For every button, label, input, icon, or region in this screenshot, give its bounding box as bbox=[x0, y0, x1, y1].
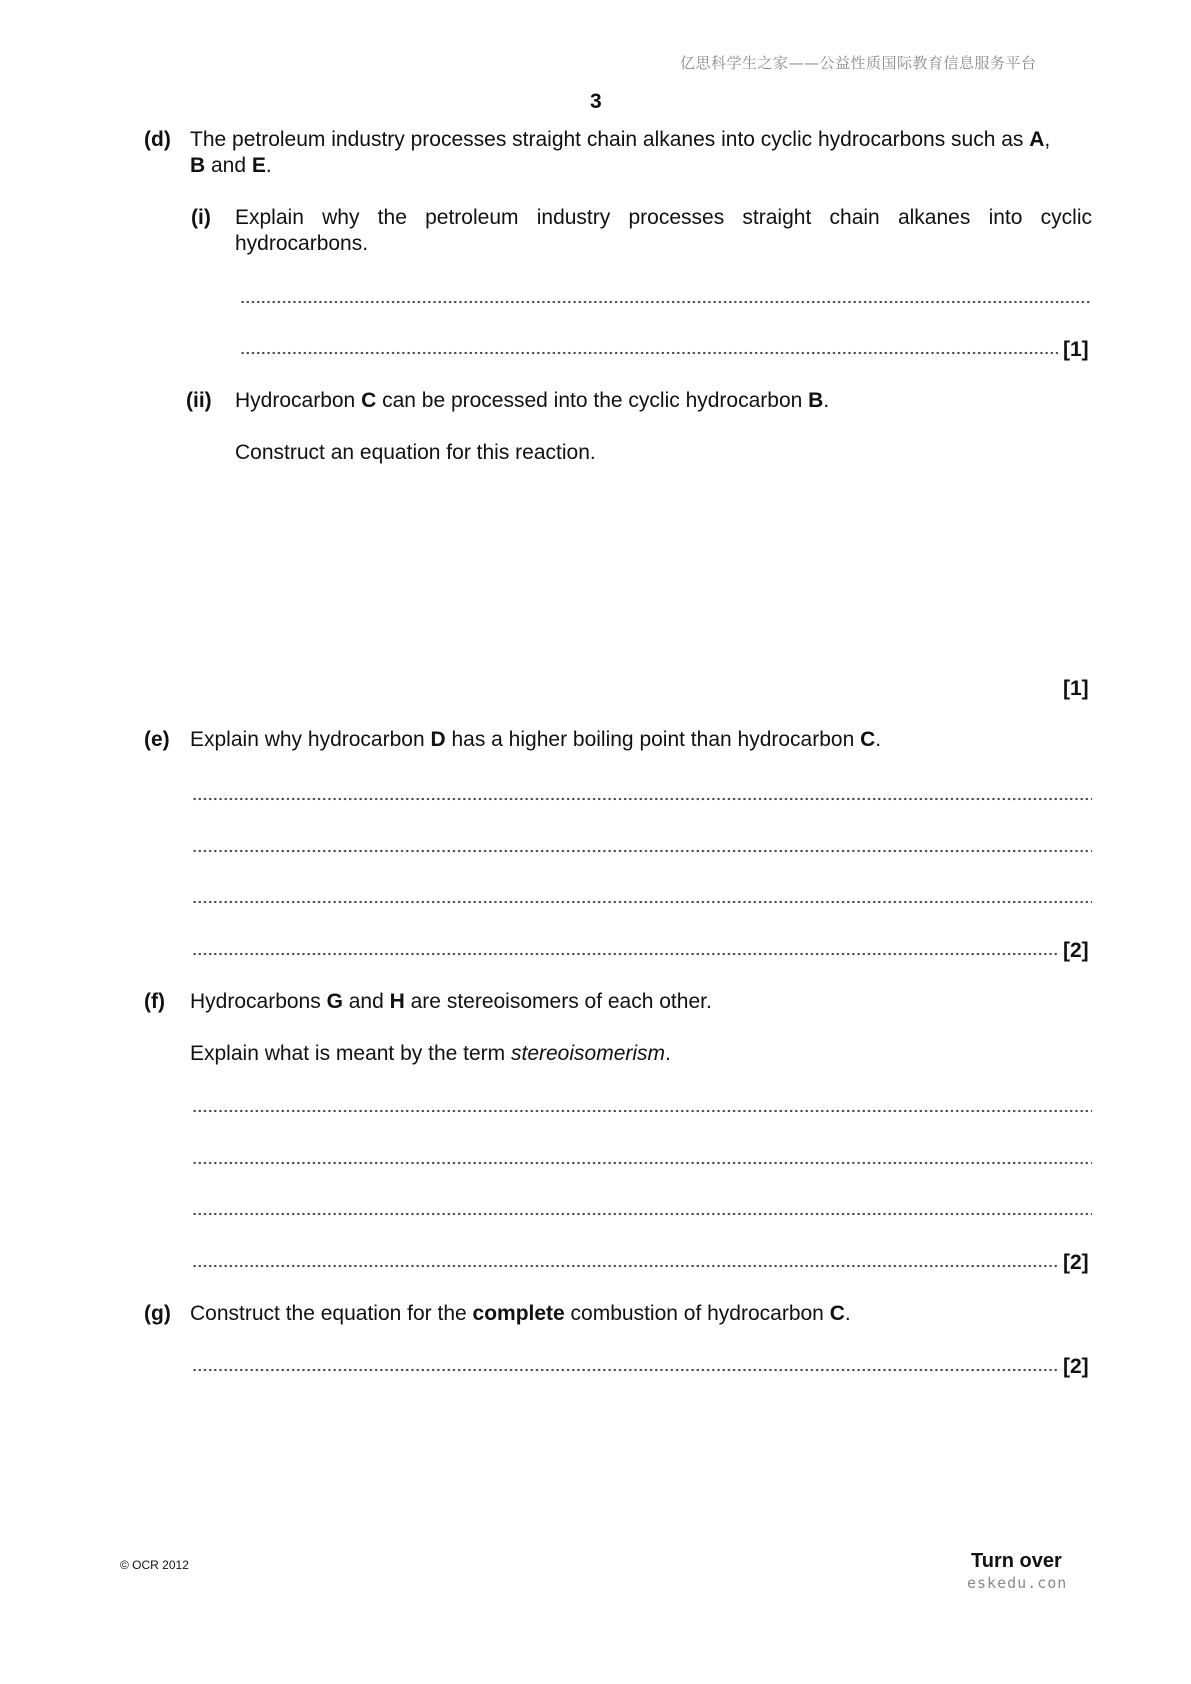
question-g-text: Construct the equation for the complete combustion of hydrocarbon C. bbox=[190, 1302, 851, 1325]
question-d-i-line2: hydrocarbons. bbox=[235, 232, 369, 255]
question-e-text: Explain why hydrocarbon D has a higher boiling point than hydrocarbon C. bbox=[190, 728, 882, 751]
mark-allocation: [1] bbox=[1063, 677, 1089, 700]
equation-answer-space[interactable] bbox=[235, 480, 1092, 660]
answer-line[interactable] bbox=[192, 1109, 1092, 1113]
answer-line[interactable] bbox=[240, 351, 1058, 355]
copyright: © OCR 2012 bbox=[120, 1558, 189, 1572]
answer-line[interactable] bbox=[192, 1264, 1058, 1268]
mark-allocation: [2] bbox=[1063, 1251, 1089, 1274]
question-d-ii-text: Hydrocarbon C can be processed into the cyclic hydrocarbon B. bbox=[235, 389, 830, 412]
answer-line[interactable] bbox=[192, 1368, 1058, 1372]
mark-allocation: [2] bbox=[1063, 1355, 1089, 1378]
question-d-label: (d) bbox=[144, 128, 171, 151]
question-e-label: (e) bbox=[144, 728, 170, 751]
answer-line[interactable] bbox=[192, 1212, 1092, 1216]
question-d-text: The petroleum industry processes straight chain alkanes into cyclic hydrocarbons such as A, B and E. bbox=[190, 128, 1051, 177]
question-f-instruction: Explain what is meant by the term stereoisomerism. bbox=[190, 1042, 671, 1065]
site-watermark: eskedu.con bbox=[967, 1574, 1068, 1592]
mark-allocation: [2] bbox=[1063, 939, 1089, 962]
question-f-text: Hydrocarbons G and H are stereoisomers of each other. bbox=[190, 990, 712, 1013]
answer-line[interactable] bbox=[192, 900, 1092, 904]
question-f-label: (f) bbox=[144, 990, 165, 1013]
turn-over-text: Turn over bbox=[971, 1550, 1062, 1572]
question-d-i-line1: Explain why the petroleum industry processes straight chain alkanes into cyclic bbox=[235, 206, 1092, 229]
answer-line[interactable] bbox=[192, 952, 1058, 956]
answer-line[interactable] bbox=[192, 1161, 1092, 1165]
answer-line[interactable] bbox=[240, 300, 1092, 304]
watermark-text: 亿思科学生之家——公益性质国际教育信息服务平台 bbox=[680, 54, 1037, 72]
question-g-label: (g) bbox=[144, 1302, 171, 1325]
mark-allocation: [1] bbox=[1063, 338, 1089, 361]
answer-line[interactable] bbox=[192, 849, 1092, 853]
question-d-ii-label: (ii) bbox=[186, 389, 212, 412]
question-d-ii-instruction: Construct an equation for this reaction. bbox=[235, 441, 596, 464]
answer-line[interactable] bbox=[192, 797, 1092, 801]
question-d-i-label: (i) bbox=[191, 206, 211, 229]
page-number: 3 bbox=[590, 90, 602, 113]
